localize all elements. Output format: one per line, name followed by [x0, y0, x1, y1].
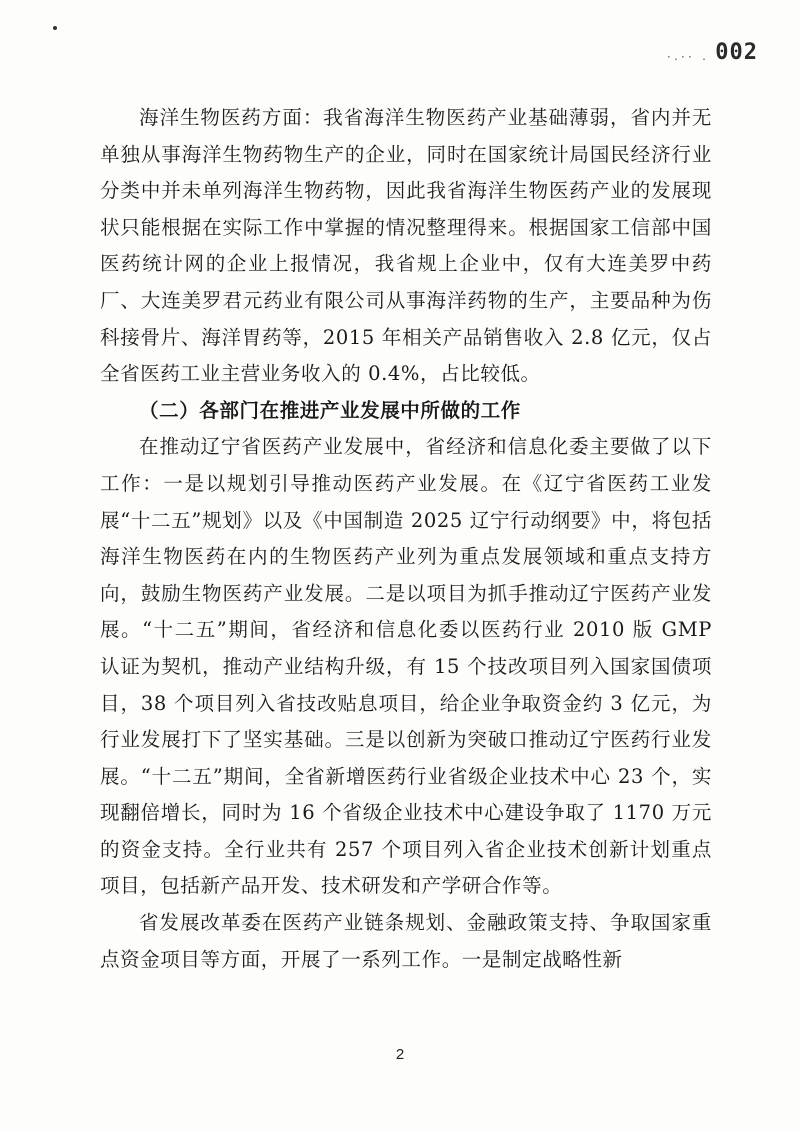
document-body — [100, 100, 712, 978]
stamp-number: 002 — [715, 40, 758, 65]
scan-speck — [53, 26, 57, 30]
paragraph-marine-biomedicine: 海洋生物医药方面：我省海洋生物医药产业基础薄弱，省内并无单独从事海洋生物药物生产的企业，同时在国家统计局国民经济行业分类中并未单列海洋生物药物，因此我省海洋生物医药产业的发展现状只能根据在实际工作中掌握的情况整理得来。根据国家工信部中国医药统计网的企业上报情况，我省规上企业中，仅有大连美罗中药厂、大连美罗君元药业有限公司从事海洋药物的生产，主要品种为伤科接骨片、海洋胃药等，2015 年相关产品销售收入 2.8 亿元，仅占全省医药工业主营业务收入的 0.4%，占比较低。 — [100, 106, 712, 386]
paragraph-development-reform-commission: 省发展改革委在医药产业链条规划、金融政策支持、争取国家重点资金项目等方面，开展了一系列工作。一是制定战略性新 — [100, 911, 712, 971]
page-number: 2 — [395, 1046, 405, 1063]
paragraph-economic-commission-work: 在推动辽宁省医药产业发展中，省经济和信息化委主要做了以下工作：一是以规划引导推动医药产业发展。在《辽宁省医药工业发展“十二五”规划》以及《中国制造 2025 辽宁行动纲要》中，将包括海洋生物医药在内的生物医药产业列为重点发展领域和重点支持方向，鼓励生物医药产业发展。二是以项目为抓手推动辽宁医药产业发展。“十二五”期间，省经济和信息化委以医药行业 2010 版 GMP 认证为契机，推动产业结构升级，有 15 个技改项目列入国家国债项目，38 个项目列入省技改贴息项目，给企业争取资金约 3 亿元，为行业发展打下了坚实基础。三是以创新为突破口推动辽宁医药行业发展。“十二五”期间，全省新增医药行业省级企业技术中心 23 个，实现翻倍增长，同时为 16 个省级企业技术中心建设争取了 1170 万元的资金支持。全行业共有 257 个项目列入省企业技术创新计划重点项目，包括新产品开发、技术研发和产学研合作等。 — [100, 435, 712, 898]
stamp-dots: ·.·· . — [665, 52, 708, 63]
section-heading: （二）各部门在推进产业发展中所做的工作 — [139, 398, 521, 422]
